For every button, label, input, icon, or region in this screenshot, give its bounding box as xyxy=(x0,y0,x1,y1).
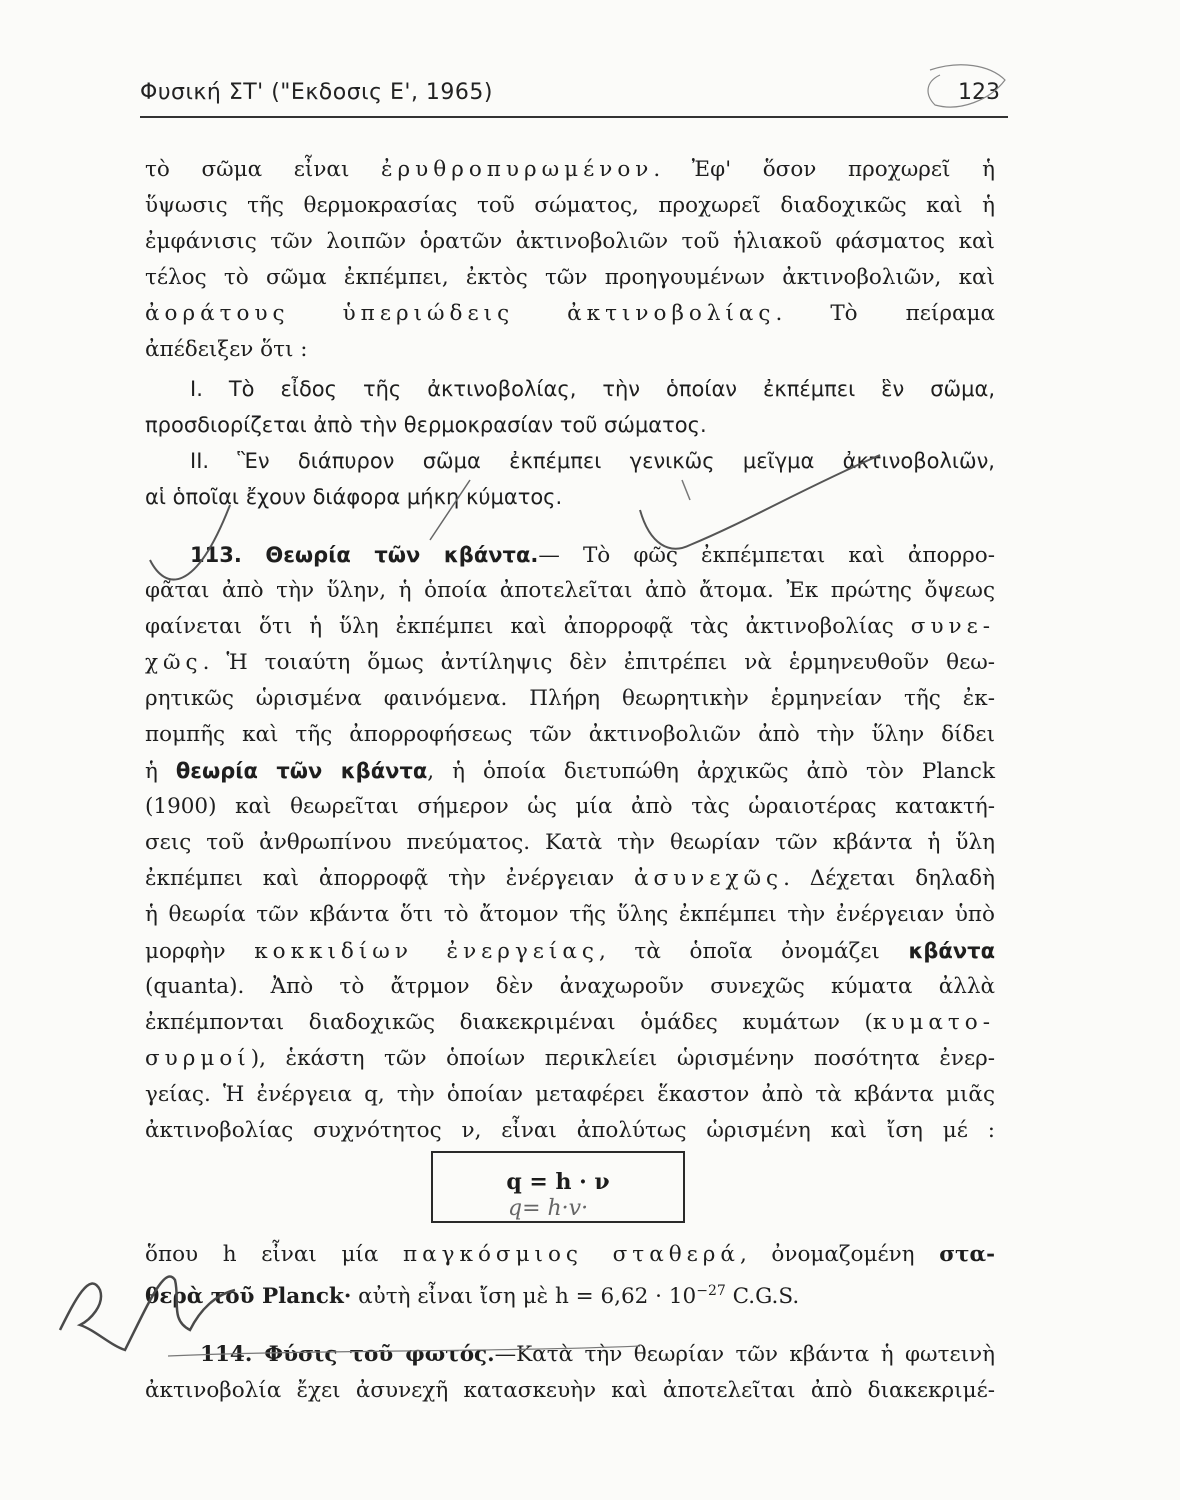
conclusion-item: II. Ἓν διάπυρον σῶμα ἐκπέμπει γενικῶς μεῖγμα ἀκτινοβολιῶν, xyxy=(190,449,995,473)
text-line: τὸ σῶμα εἶναι ἐρυθροπυρωμένον. Ἐφ' ὅσον προχωρεῖ ἡ xyxy=(145,157,995,182)
text-line: φαίνεται ὅτι ἡ ὕλη ἐκπέμπει καὶ ἀπορροφᾷ τὰς ἀκτινοβολίας συνε- xyxy=(145,614,995,639)
term-bold: κβάντα xyxy=(908,939,995,963)
header-rule xyxy=(140,116,1008,118)
text-line: ἡ θεωρία τῶν κβάντα ὅτι τὸ ἄτομον τῆς ὕλης ἐκπέμπει τὴν ἐνέργειαν ὑπὸ xyxy=(145,902,995,927)
conclusion-item: προσδιορίζεται ἀπὸ τὴν θερμοκρασίαν τοῦ σώματος. xyxy=(145,413,707,437)
text-line: τέλος τὸ σῶμα ἐκπέμπει, ἐκτὸς τῶν προηγουμένων ἀκτινοβολιῶν, καὶ xyxy=(145,265,995,290)
term-bold: θερὰ τοῦ Planck· xyxy=(145,1284,352,1310)
term-bold: θεωρία τῶν κβάντα xyxy=(175,759,428,783)
page-number: 123 xyxy=(958,80,1000,105)
conclusion-item: I. Τὸ εἶδος τῆς ἀκτινοβολίας, τὴν ὁποίαν ἐκπέμπει ἓν σῶμα, xyxy=(190,377,995,401)
text-line: (quanta). Ἀπὸ τὸ ἄτρμον δὲν ἀναχωροῦν συνεχῶς κύματα ἀλλὰ xyxy=(145,974,995,999)
text-line: ἡ θεωρία τῶν κβάντα, ἡ ὁποία διετυπώθη ἀρχικῶς ἀπὸ τὸν Planck xyxy=(145,759,996,784)
text-line: ἀπέδειξεν ὅτι : xyxy=(145,337,308,362)
running-header xyxy=(140,78,1000,114)
text-line: σεις τοῦ ἀνθρωπίνου πνεύματος. Κατὰ τὴν θεωρίαν τῶν κβάντα ἡ ὕλη xyxy=(145,830,995,855)
text-line: μορφὴν κοκκιδίων ἐνεργείας, τὰ ὁποῖα ὀνομάζει κβάντα xyxy=(145,939,995,964)
text-line: συρμοί), ἑκάστη τῶν ὁποίων περικλείει ὡρισμένην ποσότητα ἐνερ- xyxy=(145,1046,995,1071)
text-line: (1900) καὶ θεωρεῖται σήμερον ὡς μία ἀπὸ τὰς ὡραιοτέρας κατακτή- xyxy=(145,794,995,819)
text-line: ἀκτινοβολίας συχνότητος ν, εἶναι ἀπολύτως ὡρισμένη καὶ ἴση μέ : xyxy=(145,1118,995,1143)
formula: q = h · ν xyxy=(506,1169,610,1195)
text-line: φᾶται ἀπὸ τὴν ὕλην, ἡ ὁποία ἀποτελεῖται ἀπὸ ἄτομα. Ἐκ πρώτης ὄψεως xyxy=(145,578,995,603)
text-line: ὅπου h εἶναι μία παγκόσμιος σταθερά, ὀνομαζομένη στα- xyxy=(145,1242,995,1267)
text-line: πομπῆς καὶ τῆς ἀπορροφήσεως τῶν ἀκτινοβολιῶν ἀπὸ τὴν ὕλην δίδει xyxy=(145,722,995,747)
text-line: ἀοράτους ὑπεριώδεις ἀκτινοβολίας. Τὸ πείραμα xyxy=(145,301,995,326)
text-line: ἐκπέμπει καὶ ἀπορροφᾷ τὴν ἐνέργειαν ἀσυνεχῶς. Δέχεται δηλαδὴ xyxy=(145,866,995,891)
text-line: ἀκτινοβολία ἔχει ἀσυνεχῆ κατασκευὴν καὶ ἀποτελεῖται ἀπὸ διακεκριμέ- xyxy=(145,1378,995,1403)
handwritten-formula: q= h·v· xyxy=(508,1196,589,1221)
text-line: ὕψωσις τῆς θερμοκρασίας τοῦ σώματος, προχωρεῖ διαδοχικῶς καὶ ἡ xyxy=(145,193,995,218)
text-line: ἐμφάνισις τῶν λοιπῶν ὁρατῶν ἀκτινοβολιῶν τοῦ ἡλιακοῦ φάσματος καὶ xyxy=(145,229,995,254)
text-line: ἐκπέμπονται διαδοχικῶς διακεκριμέναι ὁμάδες κυμάτων (κυματο- xyxy=(145,1010,995,1035)
text-line: χῶς. Ἡ τοιαύτη ὅμως ἀντίληψις δὲν ἐπιτρέπει νὰ ἑρμηνευθοῦν θεω- xyxy=(145,650,995,675)
running-title: Φυσική ΣΤ' ("Εκδοσις Ε', 1965) xyxy=(140,80,494,105)
text-line: θερὰ τοῦ Planck· αὐτὴ εἶναι ἴση μὲ $h = 6,62 \cdot 10^{-27}$ C.G.S. xyxy=(145,1283,800,1310)
section-heading: 113. Θεωρία τῶν κβάντα. xyxy=(190,543,539,567)
text-line: ρητικῶς ὡρισμένα φαινόμενα. Πλήρη θεωρητικὴν ἑρμηνείαν τῆς ἐκ- xyxy=(145,686,995,711)
conclusion-item: αἱ ὁποῖαι ἔχουν διάφορα μήκη κύματος. xyxy=(145,485,563,509)
term-bold: στα- xyxy=(939,1242,995,1267)
text-line: γείας. Ἡ ἐνέργεια q, τὴν ὁποίαν μεταφέρει ἕκαστον ἀπὸ τὰ κβάντα μιᾶς xyxy=(145,1082,995,1107)
section-114-first-line: 114. Φύσις τοῦ φωτός.—Κατὰ τὴν θεωρίαν τῶν κβάντα ἡ φωτεινὴ xyxy=(200,1342,995,1367)
section-heading: 114. Φύσις τοῦ φωτός. xyxy=(200,1342,495,1367)
section-113-first-line: 113. Θεωρία τῶν κβάντα.— Τὸ φῶς ἐκπέμπεται καὶ ἀπορρο- xyxy=(190,543,995,568)
